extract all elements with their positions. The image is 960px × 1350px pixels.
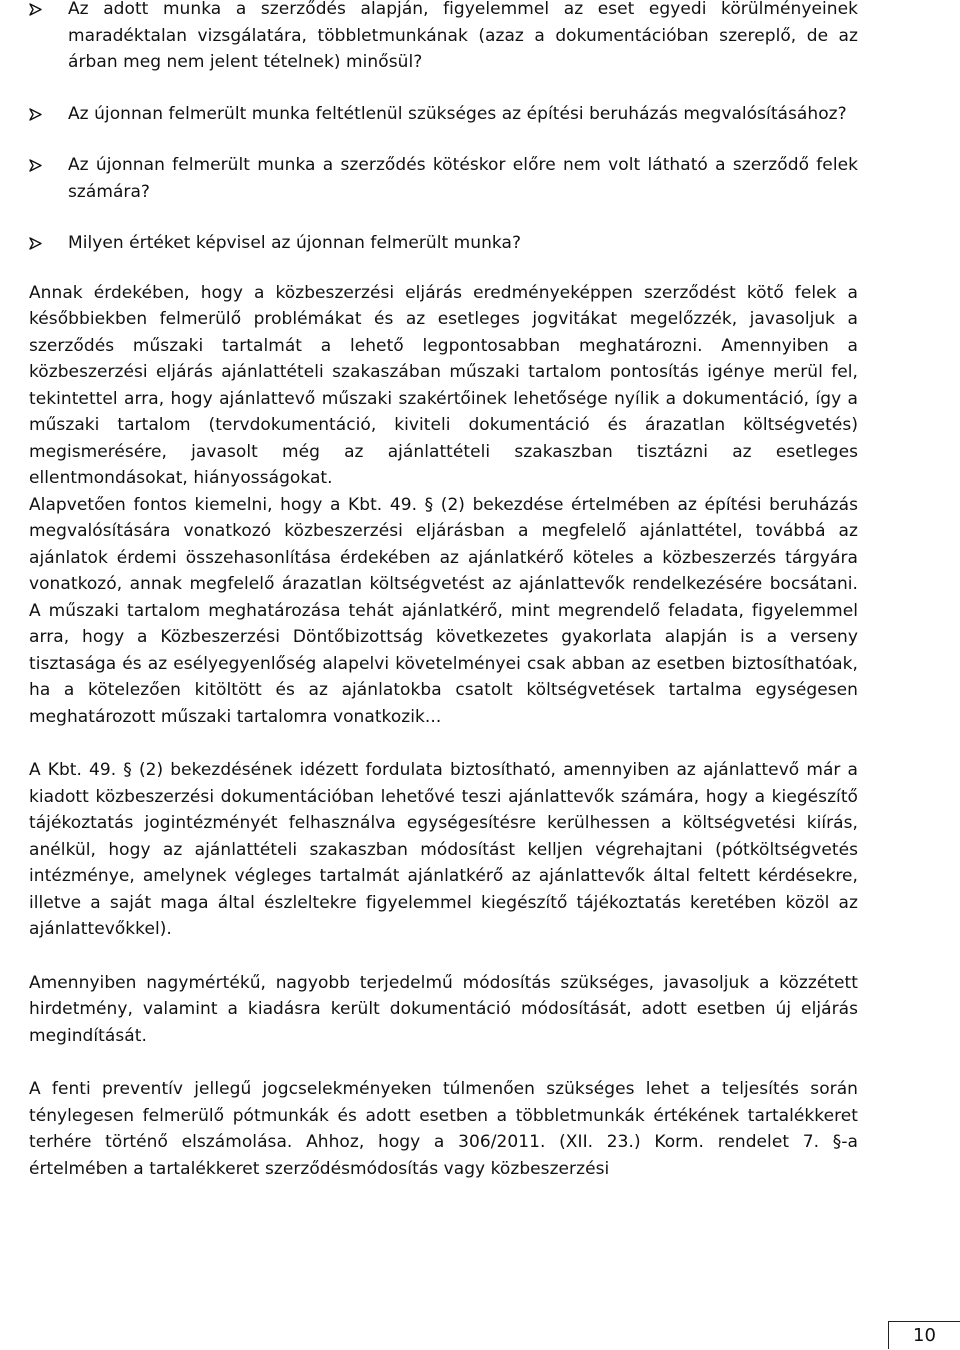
paragraph-major-modification: Amennyiben nagymértékű, nagyobb terjedelmű módosítás szükséges, javasoljuk a közzétett hirdetmény, valamint a kiadásra került dokumentáció módosítását, adott esetben új eljárás megindítását. (29, 972, 858, 1046)
arrowhead-bullet-icon (29, 0, 49, 22)
list-item-text: Milyen értéket képvisel az újonnan felmerült munka? (68, 233, 522, 253)
question-list (29, 0, 858, 257)
arrowhead-bullet-icon (29, 230, 49, 256)
list-item (29, 230, 858, 257)
list-item (29, 0, 858, 76)
paragraph-recommendation: Annak érdekében, hogy a közbeszerzési eljárás eredményeképpen szerződést kötő felek a későbbiekben felmerülő problémákat és az esetleges jogvitákat megelőzzék, javasoljuk a szerződés műszaki tartalmát a lehető legpontosabban meghatározni. Amennyiben a közbeszerzési eljárás ajánlattételi szakaszában műszaki tartalom pontosítás igénye merül fel, tekintettel arra, hogy ajánlattevő műszaki szakértőinek lehetősége nyílik a dokumentáció, így a műszaki tartalom (tervdokumentáció, kiviteli dokumentáció és árazatlan költségvetés) megismerésére, javasolt még az ajánlattételi szakaszban tisztázni az esetleges ellentmondásokat, hiányosságokat. (29, 282, 858, 488)
paragraph-kbt-49: Alapvetően fontos kiemelni, hogy a Kbt. 49. § (2) bekezdése értelmében az építési beruházás megvalósítására vonatkozó közbeszerzési eljárásban a megfelelő ajánlattétel, továbbá az ajánlatok érdemi összehasonlítása érdekében az ajánlatkérő köteles a közbeszerzés tárgyára vonatkozó, annak megfelelő árazatlan költségvetést az ajánlattevők rendelkezésére bocsátani. A műszaki tartalom meghatározása tehát ajánlatkérő, mint megrendelő feladata, figyelemmel arra, hogy a Közbeszerzési Döntőbizottság következetes gyakorlata alapján is a verseny tisztasága és az esélyegyenlőség alapelvi követelményei csak abban az esetben biztosíthatóak, ha a kötelezően kitöltött és az ajánlatokba csatolt költségvetések tartalma egységesen meghatározott műszaki tartalomra vonatkozik... (29, 494, 858, 727)
list-item-text: Az újonnan felmerült munka a szerződés kötéskor előre nem volt látható a szerződő felek számára? (68, 155, 858, 202)
arrowhead-bullet-icon (29, 152, 49, 178)
list-item (29, 101, 858, 128)
page-content (29, 0, 858, 1182)
list-item (29, 152, 858, 205)
list-item-text: Az újonnan felmerült munka feltétlenül szükséges az építési beruházás megvalósításához? (68, 103, 847, 124)
arrowhead-bullet-icon (29, 101, 49, 127)
paragraph-kbt-49-2: A Kbt. 49. § (2) bekezdésének idézett fordulata biztosítható, amennyiben az ajánlattevő már a kiadott közbeszerzési dokumentációban lehetővé teszi ajánlattevők számára, hogy a kiegészítő tájékoztatás jogintézményét felhasználva egységesítésre kerülhessen a költségvetési kiírás, anélkül, hogy az ajánlattételi szakaszban módosítást kelljen végrehajtani (pótköltségvetés intézménye, amelynek végleges tartalmát ajánlatkérő az ajánlattevők által feltett kérdésekre, illetve a saját maga által észleltekre figyelemmel kiegészítő tájékoztatás keretében közöl az ajánlattevőkkel). (29, 760, 858, 939)
list-item-text: Az adott munka a szerződés alapján, figyelemmel az eset egyedi körülményeinek maradéktalan vizsgálatára, többletmunkának (azaz a dokumentációban szereplő, de az árban meg nem jelent tételnek) minősül? (68, 0, 858, 72)
paragraph-reserve-fund: A fenti preventív jellegű jogcselekményeken túlmenően szükséges lehet a teljesítés során ténylegesen felmerülő pótmunkák és adott esetben a többletmunkák értékének tartalékkeret terhére történő elszámolása. Ahhoz, hogy a 306/2011. (XII. 23.) Korm. rendelet 7. §-a értelmében a tartalékkeret szerződésmódosítás vagy közbeszerzési (29, 1079, 858, 1179)
page-number: 10 (888, 1321, 960, 1349)
